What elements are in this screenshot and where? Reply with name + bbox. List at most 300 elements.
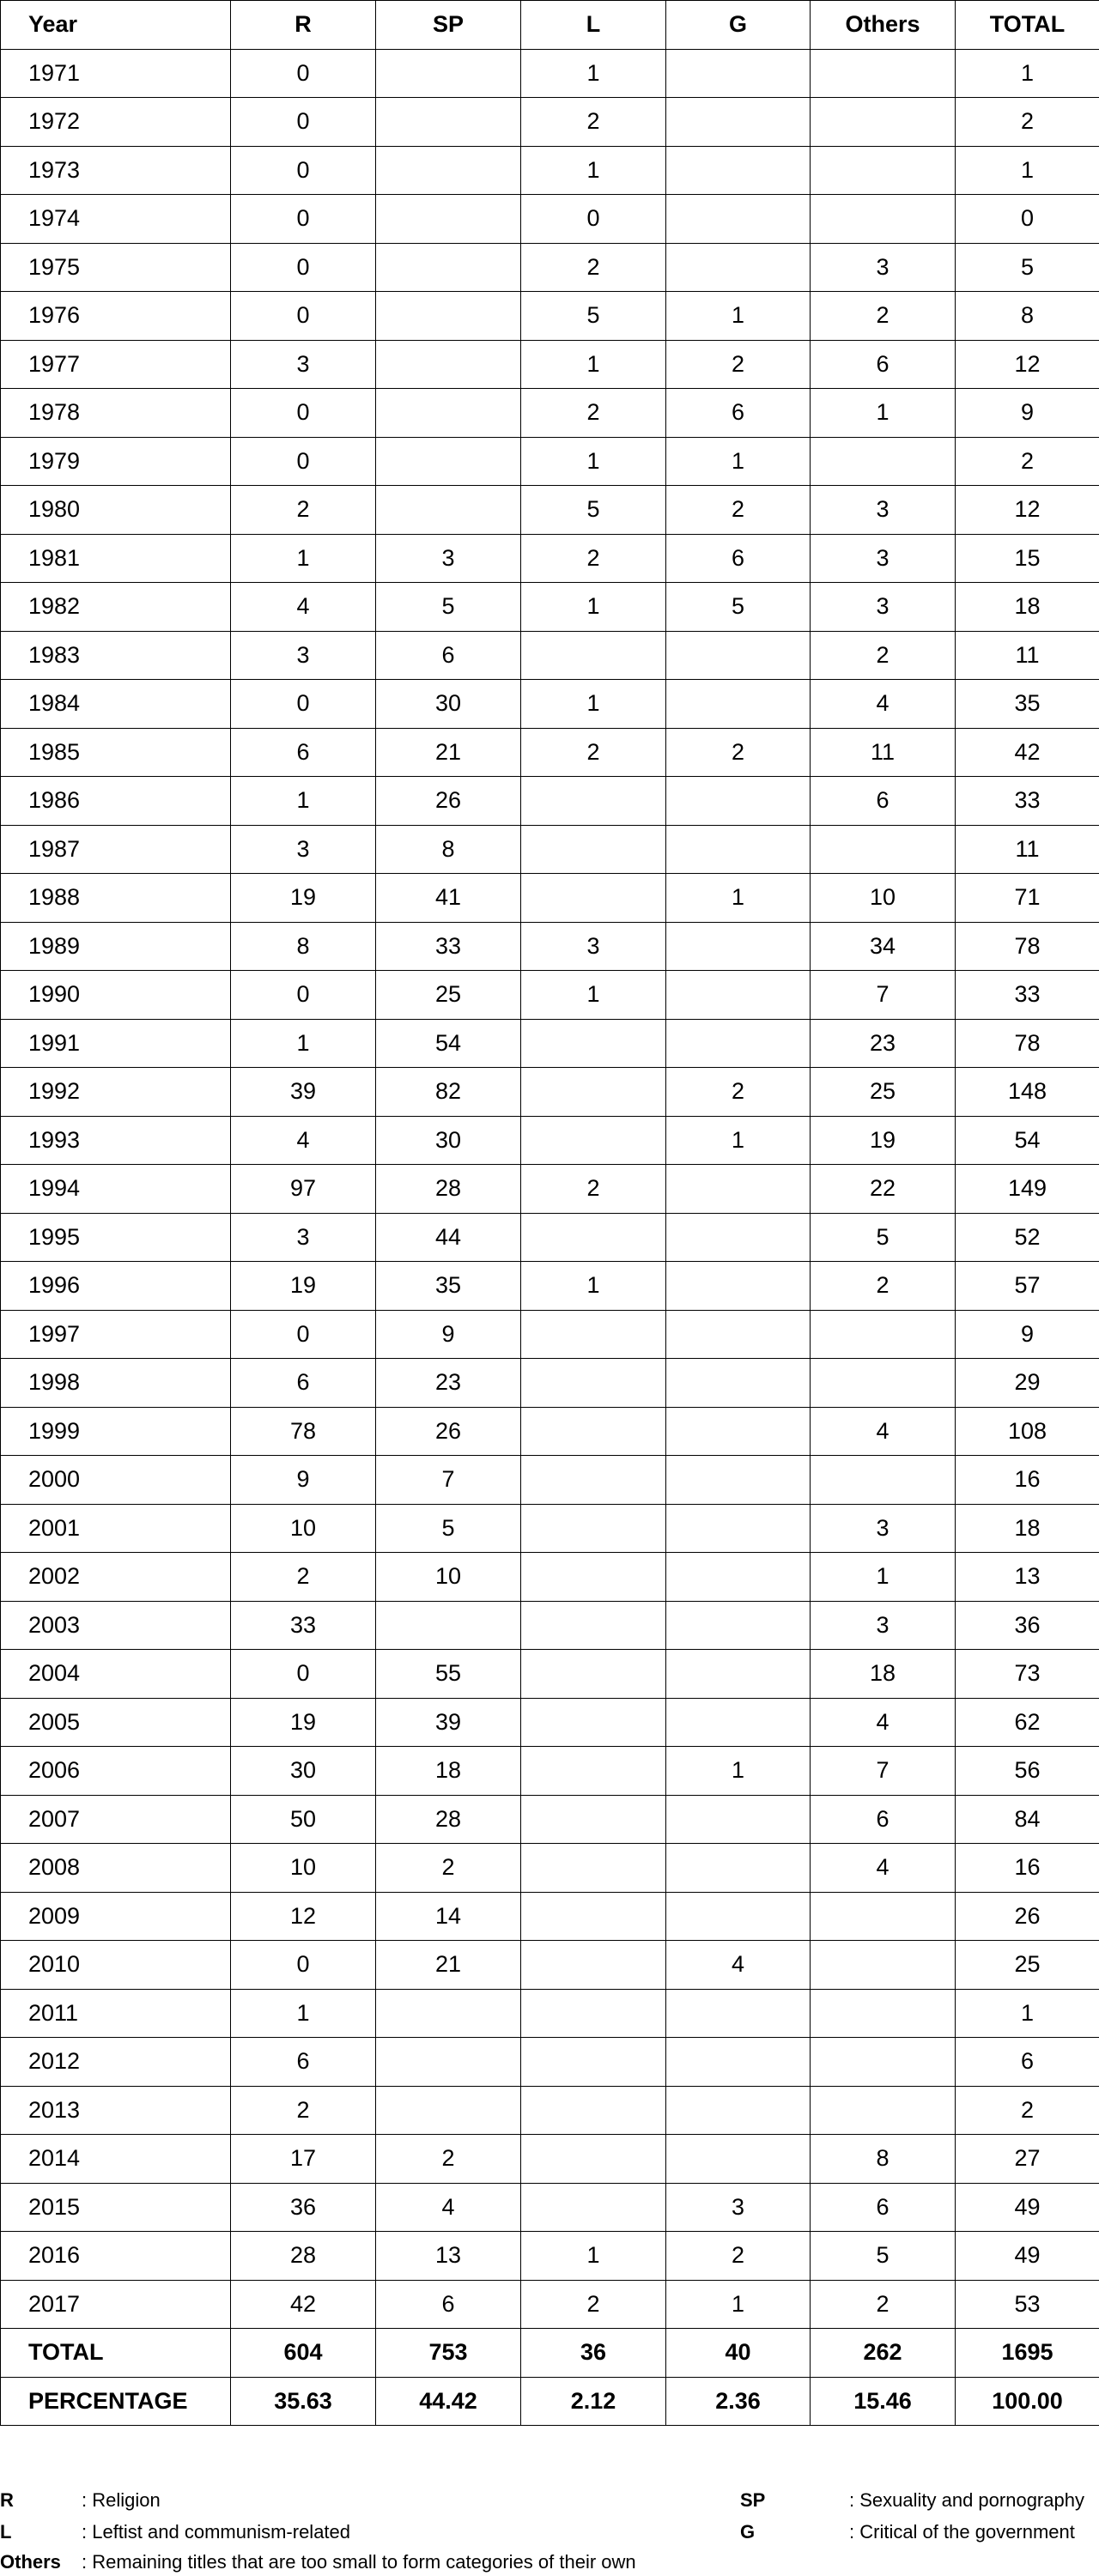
cell-sp <box>376 49 521 98</box>
cell-total: 1 <box>956 146 1099 195</box>
cell-total: 149 <box>956 1165 1099 1214</box>
cell-sp: 4 <box>376 2183 521 2232</box>
cell-sp <box>376 146 521 195</box>
cell-others: 10 <box>811 874 956 923</box>
table-row <box>1 1601 1099 1650</box>
cell-others: 2 <box>811 2280 956 2329</box>
cell-r: 3 <box>231 1213 376 1262</box>
cell-total: 9 <box>956 389 1099 438</box>
cell-sp: 5 <box>376 583 521 632</box>
cell-r: 6 <box>231 728 376 777</box>
cell-r: 1 <box>231 1989 376 2038</box>
cell-l <box>521 1456 666 1505</box>
cell-r: 10 <box>231 1844 376 1893</box>
cell-others: 3 <box>811 243 956 292</box>
cell-g <box>666 98 811 147</box>
cell-others: 2 <box>811 631 956 680</box>
cell-others <box>811 1941 956 1990</box>
cell-year: 2013 <box>1 2086 231 2135</box>
cell-l <box>521 1407 666 1456</box>
cell-year: 2008 <box>1 1844 231 1893</box>
cell-others: 23 <box>811 1019 956 1068</box>
cell-total: 25 <box>956 1941 1099 1990</box>
cell-g <box>666 777 811 826</box>
cell-l: 2 <box>521 728 666 777</box>
cell-year: 2003 <box>1 1601 231 1650</box>
cell-sp: 26 <box>376 1407 521 1456</box>
cell-r: 1 <box>231 1019 376 1068</box>
cell-l: 5 <box>521 486 666 535</box>
cell-sp: 25 <box>376 971 521 1020</box>
cell-year: 1976 <box>1 292 231 341</box>
table-row <box>1 728 1099 777</box>
header-others: Others <box>811 1 956 50</box>
cell-year: 2000 <box>1 1456 231 1505</box>
cell-l: 1 <box>521 437 666 486</box>
cell-g <box>666 1844 811 1893</box>
cell-g: 1 <box>666 292 811 341</box>
cell-l <box>521 1310 666 1359</box>
legend-code: Others <box>0 2551 61 2573</box>
table-row <box>1 1262 1099 1311</box>
cell-r: 19 <box>231 1698 376 1747</box>
cell-l: 2 <box>521 1165 666 1214</box>
cell-sp <box>376 243 521 292</box>
cell-year: TOTAL <box>1 2329 231 2378</box>
cell-r: 9 <box>231 1456 376 1505</box>
cell-sp: 14 <box>376 1892 521 1941</box>
cell-others <box>811 1310 956 1359</box>
table-row <box>1 243 1099 292</box>
cell-sp: 6 <box>376 631 521 680</box>
cell-total: 71 <box>956 874 1099 923</box>
cell-year: 1982 <box>1 583 231 632</box>
cell-total: 33 <box>956 777 1099 826</box>
cell-sp: 44 <box>376 1213 521 1262</box>
cell-g <box>666 1698 811 1747</box>
table-body <box>1 49 1099 2426</box>
cell-r: 33 <box>231 1601 376 1650</box>
cell-g <box>666 971 811 1020</box>
cell-year: 1993 <box>1 1116 231 1165</box>
legend-code: G <box>740 2521 756 2543</box>
cell-r: 19 <box>231 874 376 923</box>
cell-l <box>521 1892 666 1941</box>
cell-g: 6 <box>666 534 811 583</box>
header-g: G <box>666 1 811 50</box>
cell-others: 4 <box>811 1407 956 1456</box>
cell-sp <box>376 486 521 535</box>
table-row <box>1 1310 1099 1359</box>
legend-code: SP <box>740 2489 766 2511</box>
cell-g: 1 <box>666 437 811 486</box>
cell-sp: 6 <box>376 2280 521 2329</box>
cell-sp <box>376 389 521 438</box>
cell-l <box>521 1359 666 1408</box>
cell-g: 2 <box>666 486 811 535</box>
cell-year: 1990 <box>1 971 231 1020</box>
table-row <box>1 680 1099 729</box>
cell-l <box>521 2183 666 2232</box>
cell-total: 2 <box>956 98 1099 147</box>
cell-total: 42 <box>956 728 1099 777</box>
cell-sp <box>376 437 521 486</box>
cell-sp: 21 <box>376 728 521 777</box>
cell-others: 7 <box>811 971 956 1020</box>
cell-sp: 33 <box>376 922 521 971</box>
cell-g <box>666 1795 811 1844</box>
cell-total: 9 <box>956 1310 1099 1359</box>
cell-total: 78 <box>956 1019 1099 1068</box>
cell-others: 262 <box>811 2329 956 2378</box>
table-row <box>1 2183 1099 2232</box>
cell-total: 16 <box>956 1844 1099 1893</box>
table-row <box>1 146 1099 195</box>
cell-total: 26 <box>956 1892 1099 1941</box>
cell-l <box>521 777 666 826</box>
cell-others: 6 <box>811 1795 956 1844</box>
cell-sp: 3 <box>376 534 521 583</box>
cell-sp: 30 <box>376 1116 521 1165</box>
cell-g: 2 <box>666 2232 811 2281</box>
table-row <box>1 1504 1099 1553</box>
cell-sp: 26 <box>376 777 521 826</box>
cell-others: 1 <box>811 389 956 438</box>
cell-others: 22 <box>811 1165 956 1214</box>
table-row <box>1 1892 1099 1941</box>
cell-g <box>666 1359 811 1408</box>
cell-l: 3 <box>521 922 666 971</box>
cell-sp: 41 <box>376 874 521 923</box>
cell-total: 54 <box>956 1116 1099 1165</box>
table-row <box>1 1795 1099 1844</box>
cell-total: 62 <box>956 1698 1099 1747</box>
cell-r: 28 <box>231 2232 376 2281</box>
cell-others <box>811 1456 956 1505</box>
cell-others <box>811 146 956 195</box>
cell-others <box>811 1892 956 1941</box>
cell-r: 39 <box>231 1068 376 1117</box>
cell-g: 1 <box>666 874 811 923</box>
header-l: L <box>521 1 666 50</box>
cell-total: 27 <box>956 2135 1099 2184</box>
cell-l <box>521 1019 666 1068</box>
cell-others: 3 <box>811 1504 956 1553</box>
cell-r: 0 <box>231 389 376 438</box>
table-row <box>1 389 1099 438</box>
percentage-row <box>1 2377 1099 2426</box>
header-r: R <box>231 1 376 50</box>
table-row <box>1 98 1099 147</box>
cell-g <box>666 49 811 98</box>
cell-sp <box>376 2086 521 2135</box>
cell-r: 0 <box>231 1941 376 1990</box>
cell-others: 3 <box>811 1601 956 1650</box>
cell-l <box>521 2038 666 2087</box>
cell-r: 3 <box>231 825 376 874</box>
cell-year: 2004 <box>1 1650 231 1699</box>
cell-year: 1981 <box>1 534 231 583</box>
legend-code: R <box>0 2489 14 2511</box>
cell-r: 2 <box>231 2086 376 2135</box>
cell-year: 1997 <box>1 1310 231 1359</box>
cell-r: 0 <box>231 1650 376 1699</box>
cell-year: 1979 <box>1 437 231 486</box>
cell-others: 2 <box>811 1262 956 1311</box>
cell-total: 78 <box>956 922 1099 971</box>
table-header <box>1 1 1099 50</box>
cell-total: 84 <box>956 1795 1099 1844</box>
cell-g: 3 <box>666 2183 811 2232</box>
cell-sp <box>376 98 521 147</box>
cell-g: 1 <box>666 2280 811 2329</box>
cell-sp: 30 <box>376 680 521 729</box>
cell-g <box>666 243 811 292</box>
cell-others: 19 <box>811 1116 956 1165</box>
cell-others: 7 <box>811 1747 956 1796</box>
cell-others: 3 <box>811 486 956 535</box>
cell-year: 2006 <box>1 1747 231 1796</box>
cell-g <box>666 2135 811 2184</box>
cell-g <box>666 1650 811 1699</box>
cell-g: 2.36 <box>666 2377 811 2426</box>
cell-year: 1980 <box>1 486 231 535</box>
cell-g <box>666 1504 811 1553</box>
table-row <box>1 1698 1099 1747</box>
cell-g <box>666 1553 811 1602</box>
cell-year: 2002 <box>1 1553 231 1602</box>
legend-description: : Leftist and communism-related <box>82 2521 351 2543</box>
cell-total: 12 <box>956 340 1099 389</box>
cell-r: 1 <box>231 534 376 583</box>
cell-total: 1 <box>956 49 1099 98</box>
cell-year: 1991 <box>1 1019 231 1068</box>
cell-l: 2 <box>521 2280 666 2329</box>
cell-g: 2 <box>666 728 811 777</box>
cell-sp <box>376 2038 521 2087</box>
cell-g <box>666 2038 811 2087</box>
cell-g <box>666 195 811 244</box>
cell-sp: 9 <box>376 1310 521 1359</box>
cell-total: 53 <box>956 2280 1099 2329</box>
cell-sp: 21 <box>376 1941 521 1990</box>
cell-l: 5 <box>521 292 666 341</box>
cell-total: 56 <box>956 1747 1099 1796</box>
cell-sp: 54 <box>376 1019 521 1068</box>
cell-r: 35.63 <box>231 2377 376 2426</box>
cell-total: 18 <box>956 583 1099 632</box>
cell-l: 2 <box>521 98 666 147</box>
cell-sp: 2 <box>376 1844 521 1893</box>
cell-others <box>811 195 956 244</box>
table-row <box>1 2232 1099 2281</box>
cell-g <box>666 1892 811 1941</box>
cell-others: 3 <box>811 534 956 583</box>
cell-others: 8 <box>811 2135 956 2184</box>
cell-g <box>666 1456 811 1505</box>
table-row <box>1 195 1099 244</box>
cell-total: 11 <box>956 825 1099 874</box>
cell-others: 3 <box>811 583 956 632</box>
cell-l: 2.12 <box>521 2377 666 2426</box>
cell-r: 36 <box>231 2183 376 2232</box>
cell-r: 0 <box>231 292 376 341</box>
cell-year: 2012 <box>1 2038 231 2087</box>
cell-sp: 7 <box>376 1456 521 1505</box>
cell-others: 4 <box>811 1844 956 1893</box>
table-row <box>1 1989 1099 2038</box>
table-row <box>1 1116 1099 1165</box>
cell-l <box>521 1844 666 1893</box>
cell-r: 0 <box>231 195 376 244</box>
cell-others <box>811 2086 956 2135</box>
cell-g <box>666 1262 811 1311</box>
cell-total: 108 <box>956 1407 1099 1456</box>
cell-g <box>666 1407 811 1456</box>
cell-others: 4 <box>811 680 956 729</box>
cell-year: 1986 <box>1 777 231 826</box>
cell-year: 1987 <box>1 825 231 874</box>
cell-others: 11 <box>811 728 956 777</box>
cell-year: 2007 <box>1 1795 231 1844</box>
cell-sp <box>376 195 521 244</box>
cell-l <box>521 1941 666 1990</box>
cell-r: 50 <box>231 1795 376 1844</box>
cell-l <box>521 1650 666 1699</box>
cell-l: 2 <box>521 389 666 438</box>
cell-year: 1978 <box>1 389 231 438</box>
table-row <box>1 922 1099 971</box>
cell-others <box>811 98 956 147</box>
cell-total: 1 <box>956 1989 1099 2038</box>
cell-sp: 23 <box>376 1359 521 1408</box>
header-sp: SP <box>376 1 521 50</box>
cell-total: 5 <box>956 243 1099 292</box>
cell-total: 1695 <box>956 2329 1099 2378</box>
legend <box>0 2472 1099 2576</box>
cell-r: 0 <box>231 146 376 195</box>
cell-l <box>521 1068 666 1117</box>
table-row <box>1 1019 1099 1068</box>
table-row <box>1 1068 1099 1117</box>
table-row <box>1 1553 1099 1602</box>
cell-g <box>666 1989 811 2038</box>
table-row <box>1 631 1099 680</box>
cell-sp <box>376 1989 521 2038</box>
cell-others: 6 <box>811 2183 956 2232</box>
cell-r: 97 <box>231 1165 376 1214</box>
cell-others <box>811 825 956 874</box>
cell-sp: 28 <box>376 1165 521 1214</box>
cell-others: 15.46 <box>811 2377 956 2426</box>
cell-total: 18 <box>956 1504 1099 1553</box>
cell-total: 16 <box>956 1456 1099 1505</box>
cell-total: 6 <box>956 2038 1099 2087</box>
cell-l <box>521 1795 666 1844</box>
cell-others: 25 <box>811 1068 956 1117</box>
cell-r: 0 <box>231 243 376 292</box>
cell-others <box>811 1359 956 1408</box>
cell-total: 8 <box>956 292 1099 341</box>
cell-sp <box>376 292 521 341</box>
cell-others: 5 <box>811 1213 956 1262</box>
cell-sp: 753 <box>376 2329 521 2378</box>
cell-r: 3 <box>231 340 376 389</box>
legend-code: L <box>0 2521 12 2543</box>
table-row <box>1 1844 1099 1893</box>
table-row <box>1 1359 1099 1408</box>
cell-l <box>521 1989 666 2038</box>
cell-total: 100.00 <box>956 2377 1099 2426</box>
table-row <box>1 777 1099 826</box>
cell-g <box>666 2086 811 2135</box>
cell-sp: 2 <box>376 2135 521 2184</box>
cell-year: 1972 <box>1 98 231 147</box>
table-row <box>1 292 1099 341</box>
cell-year: 1983 <box>1 631 231 680</box>
cell-total: 33 <box>956 971 1099 1020</box>
cell-g <box>666 1165 811 1214</box>
table-row <box>1 1941 1099 1990</box>
cell-sp: 35 <box>376 1262 521 1311</box>
cell-l: 1 <box>521 146 666 195</box>
cell-year: 1996 <box>1 1262 231 1311</box>
cell-year: 1975 <box>1 243 231 292</box>
table-row <box>1 340 1099 389</box>
table-row <box>1 486 1099 535</box>
cell-others: 5 <box>811 2232 956 2281</box>
cell-g: 1 <box>666 1116 811 1165</box>
cell-others: 6 <box>811 340 956 389</box>
cell-year: 1985 <box>1 728 231 777</box>
table-row <box>1 825 1099 874</box>
cell-year: 2009 <box>1 1892 231 1941</box>
cell-sp: 39 <box>376 1698 521 1747</box>
table-row <box>1 2038 1099 2087</box>
cell-l <box>521 2135 666 2184</box>
cell-r: 0 <box>231 98 376 147</box>
cell-g <box>666 680 811 729</box>
cell-r: 6 <box>231 1359 376 1408</box>
cell-total: 15 <box>956 534 1099 583</box>
cell-year: 2016 <box>1 2232 231 2281</box>
cell-r: 0 <box>231 437 376 486</box>
cell-year: PERCENTAGE <box>1 2377 231 2426</box>
table-row <box>1 971 1099 1020</box>
cell-l <box>521 1698 666 1747</box>
cell-l: 1 <box>521 971 666 1020</box>
cell-others <box>811 2038 956 2087</box>
table-row <box>1 2135 1099 2184</box>
cell-year: 1995 <box>1 1213 231 1262</box>
cell-total: 13 <box>956 1553 1099 1602</box>
table-row <box>1 1165 1099 1214</box>
cell-l: 2 <box>521 243 666 292</box>
cell-year: 1984 <box>1 680 231 729</box>
cell-r: 4 <box>231 583 376 632</box>
cell-others: 34 <box>811 922 956 971</box>
table-row <box>1 1407 1099 1456</box>
cell-r: 10 <box>231 1504 376 1553</box>
cell-total: 148 <box>956 1068 1099 1117</box>
cell-r: 1 <box>231 777 376 826</box>
cell-year: 1989 <box>1 922 231 971</box>
total-row <box>1 2329 1099 2378</box>
cell-sp <box>376 1601 521 1650</box>
cell-others: 4 <box>811 1698 956 1747</box>
cell-sp: 55 <box>376 1650 521 1699</box>
cell-year: 2017 <box>1 2280 231 2329</box>
